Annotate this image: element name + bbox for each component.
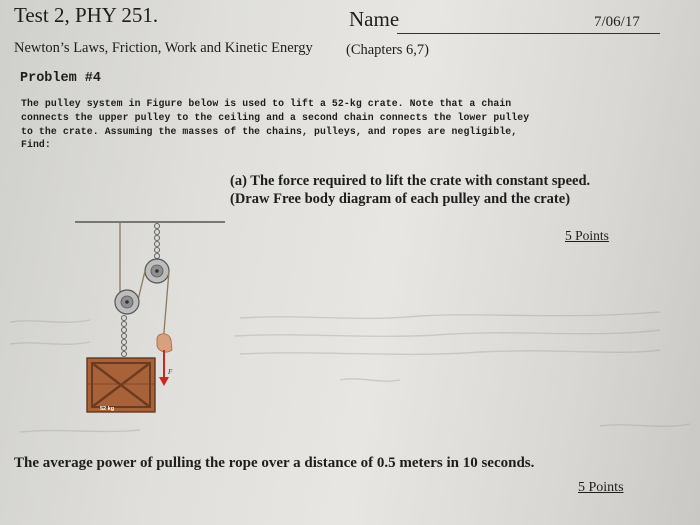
test-date: 7/06/17 — [594, 14, 640, 30]
chapters-label: (Chapters 6,7) — [346, 42, 429, 58]
name-label: Name — [349, 7, 400, 31]
test-subtitle: Newton’s Laws, Friction, Work and Kinetic Energy — [14, 40, 313, 56]
part-b-points: 5 Points — [578, 480, 624, 495]
part-a-instruction: (Draw Free body diagram of each pulley and the crate) — [230, 191, 571, 207]
problem-description-line: connects the upper pulley to the ceiling and a second chain connects the lower pulley — [21, 112, 530, 123]
problem-label: Problem #4 — [20, 71, 102, 86]
problem-description-line: Find: — [21, 139, 51, 150]
force-label: F — [168, 368, 173, 376]
lower-chain — [122, 316, 127, 357]
upper-chain — [155, 224, 160, 259]
rope-pull-end — [163, 271, 169, 344]
problem-description-line: The pulley system in Figure below is used to lift a 52-kg crate. Note that a chain — [21, 98, 512, 109]
hand — [157, 334, 172, 352]
test-title: Test 2, PHY 251. — [14, 3, 159, 27]
part-a-question: (a) The force required to lift the crate with constant speed. — [230, 173, 591, 189]
crate — [87, 358, 155, 412]
name-field-line[interactable] — [397, 33, 660, 34]
part-a-points: 5 Points — [565, 228, 609, 243]
crate-mass-label: 52 kg — [100, 406, 115, 412]
lower-pulley — [115, 290, 139, 314]
problem-description-line: to the crate. Assuming the masses of the chains, pulleys, and ropes are negligible, — [21, 126, 518, 137]
pulley-system-figure — [75, 216, 225, 416]
part-b-question: The average power of pulling the rope over a distance of 0.5 meters in 10 seconds. — [14, 455, 535, 471]
upper-pulley — [145, 259, 169, 283]
